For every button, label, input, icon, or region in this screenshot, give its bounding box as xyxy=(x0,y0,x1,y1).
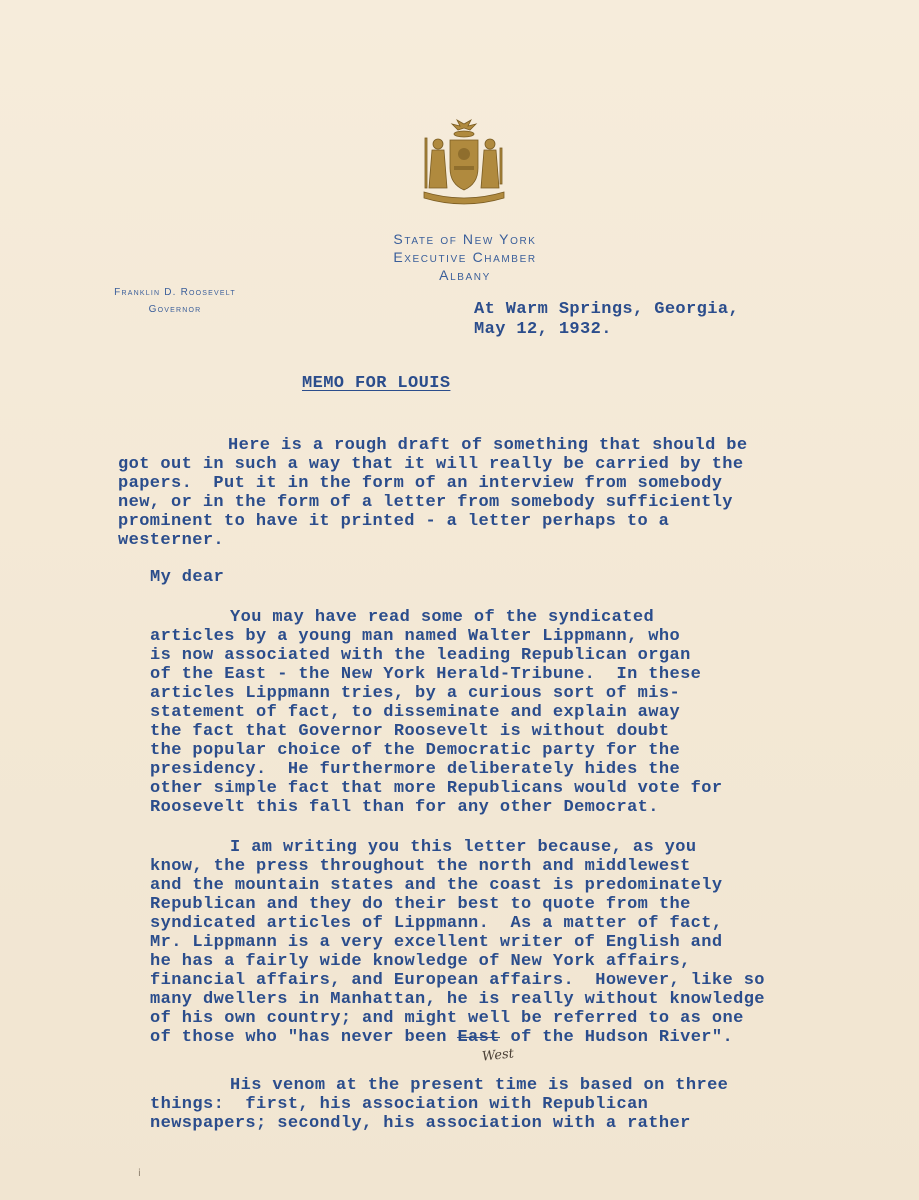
paragraph1-line: the fact that Governor Roosevelt is without doubt xyxy=(150,722,670,741)
paragraph2-line: I am writing you this letter because, as you xyxy=(230,838,697,857)
paragraph2-last-line xyxy=(150,1028,733,1047)
paragraph1-line: You may have read some of the syndicated xyxy=(230,608,655,627)
intro-line: new, or in the form of a letter from somebody sufficiently xyxy=(118,493,733,512)
paragraph2-line: know, the press throughout the north and middlewest xyxy=(150,857,691,876)
new-york-state-seal-icon xyxy=(416,118,512,208)
memo-title: MEMO FOR LOUIS xyxy=(302,374,451,393)
struck-word: East xyxy=(457,1028,500,1047)
paragraph3-line: His venom at the present time is based on three xyxy=(230,1076,729,1095)
paragraph2-line: he has a fairly wide knowledge of New York affairs, xyxy=(150,952,691,971)
intro-line: prominent to have it printed - a letter perhaps to a xyxy=(118,512,670,531)
governor-name: Franklin D. Roosevelt xyxy=(114,287,236,298)
intro-line: papers. Put it in the form of an interview from somebody xyxy=(118,474,723,493)
paragraph1-line: articles by a young man named Walter Lippmann, who xyxy=(150,627,681,646)
paragraph1-line: Roosevelt this fall than for any other Democrat. xyxy=(150,798,659,817)
paragraph2-line: Mr. Lippmann is a very excellent writer of English and xyxy=(150,933,723,952)
margin-mark: i xyxy=(138,1168,141,1179)
paragraph3-line: newspapers; secondly, his association with a rather xyxy=(150,1114,691,1133)
letterhead-city: Albany xyxy=(439,267,491,283)
letterhead xyxy=(340,230,590,284)
paragraph2-last-before: of those who "has never been xyxy=(150,1028,458,1047)
paragraph2-line: of his own country; and might well be referred to as one xyxy=(150,1009,744,1028)
governor-block xyxy=(90,284,260,318)
dateline-place: At Warm Springs, Georgia, xyxy=(474,300,740,319)
paragraph1-line: the popular choice of the Democratic party for the xyxy=(150,741,681,760)
intro-line: Here is a rough draft of something that should be xyxy=(228,436,748,455)
paragraph2-line: many dwellers in Manhattan, he is really without knowledge xyxy=(150,990,765,1009)
paragraph1-line: of the East - the New York Herald-Tribune. In these xyxy=(150,665,702,684)
intro-line: westerner. xyxy=(118,531,225,550)
paragraph1-line: is now associated with the leading Republican organ xyxy=(150,646,691,665)
governor-title: Governor xyxy=(148,304,202,315)
paragraph2-line: Republican and they do their best to quote from the xyxy=(150,895,691,914)
paragraph2-last-after: of the Hudson River". xyxy=(499,1028,734,1047)
handwritten-correction: West xyxy=(481,1046,515,1065)
paragraph1-line: statement of fact, to disseminate and explain away xyxy=(150,703,681,722)
paragraph2-line: syndicated articles of Lippmann. As a matter of fact, xyxy=(150,914,723,933)
paragraph2-line: financial affairs, and European affairs. However, like so xyxy=(150,971,765,990)
paragraph2-line: and the mountain states and the coast is predominately xyxy=(150,876,723,895)
dateline-date: May 12, 1932. xyxy=(474,320,612,339)
paragraph3-line: things: first, his association with Republican xyxy=(150,1095,649,1114)
paragraph1-line: presidency. He furthermore deliberately hides the xyxy=(150,760,681,779)
letterhead-chamber: Executive Chamber xyxy=(393,249,537,265)
paragraph1-line: articles Lippmann tries, by a curious sort of mis- xyxy=(150,684,681,703)
intro-line: got out in such a way that it will really be carried by the xyxy=(118,455,744,474)
paragraph1-line: other simple fact that more Republicans would vote for xyxy=(150,779,723,798)
letterhead-state: State of New York xyxy=(393,231,537,247)
salutation: My dear xyxy=(150,568,225,587)
